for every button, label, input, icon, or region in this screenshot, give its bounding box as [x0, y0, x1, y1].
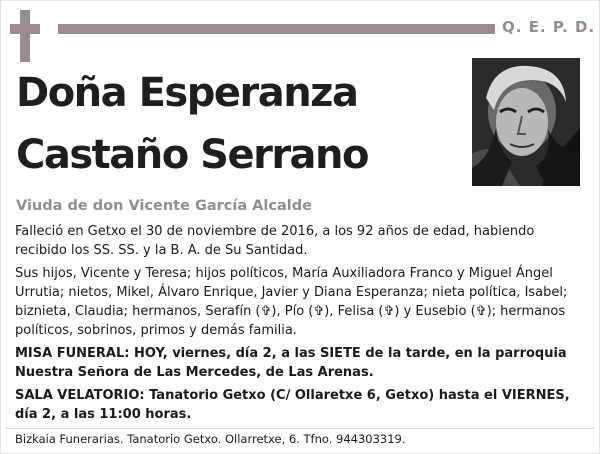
footer-divider [6, 428, 594, 429]
death-announcement-paragraph: Falleció en Getxo el 30 de noviembre de 2016, a los 92 años de edad, habiendo recibido los SS. SS. y la B. A. de Su Santidad. [15, 224, 535, 258]
deceased-name-line1: Doña Esperanza [16, 70, 358, 116]
funeral-mass-paragraph: MISA FUNERAL: HOY, viernes, día 2, a las SIETE de la tarde, en la parroquia Nuestra Señora de Las Mercedes, de Las Arenas. [15, 346, 567, 380]
widow-of-subtitle: Viuda de don Vicente García Alcalde [16, 198, 312, 214]
deceased-name-line2: Castaño Serrano [16, 132, 368, 178]
funeral-home-footer: Bizkaia Funerarias. Tanatorio Getxo. Ollarretxe, 6. Tfno. 944303319. [15, 432, 406, 446]
portrait-photo-icon [472, 58, 580, 186]
header-rule [58, 24, 495, 34]
portrait-photo [472, 58, 580, 186]
wake-room-paragraph: SALA VELATORIO: Tanatorio Getxo (C/ Ollaretxe 6, Getxo) hasta el VIERNES, día 2, a las 11:00 horas. [15, 388, 570, 422]
family-paragraph: Sus hijos, Vicente y Teresa; hijos políticos, María Auxiliadora Franco y Miguel Ángel Urrutia; nietos, Mikel, Álvaro Enrique, Javier y Diana Esperanza; nieta política, Isabel; biznieta, Claudia; hermanos, Serafín (✞), Pío (✞), Felisa (✞) y Eusebio (✞); hermanos políticos, sobrinos, primos y demás familia. [15, 266, 568, 338]
qepd-label: Q. E. P. D. [502, 18, 596, 36]
